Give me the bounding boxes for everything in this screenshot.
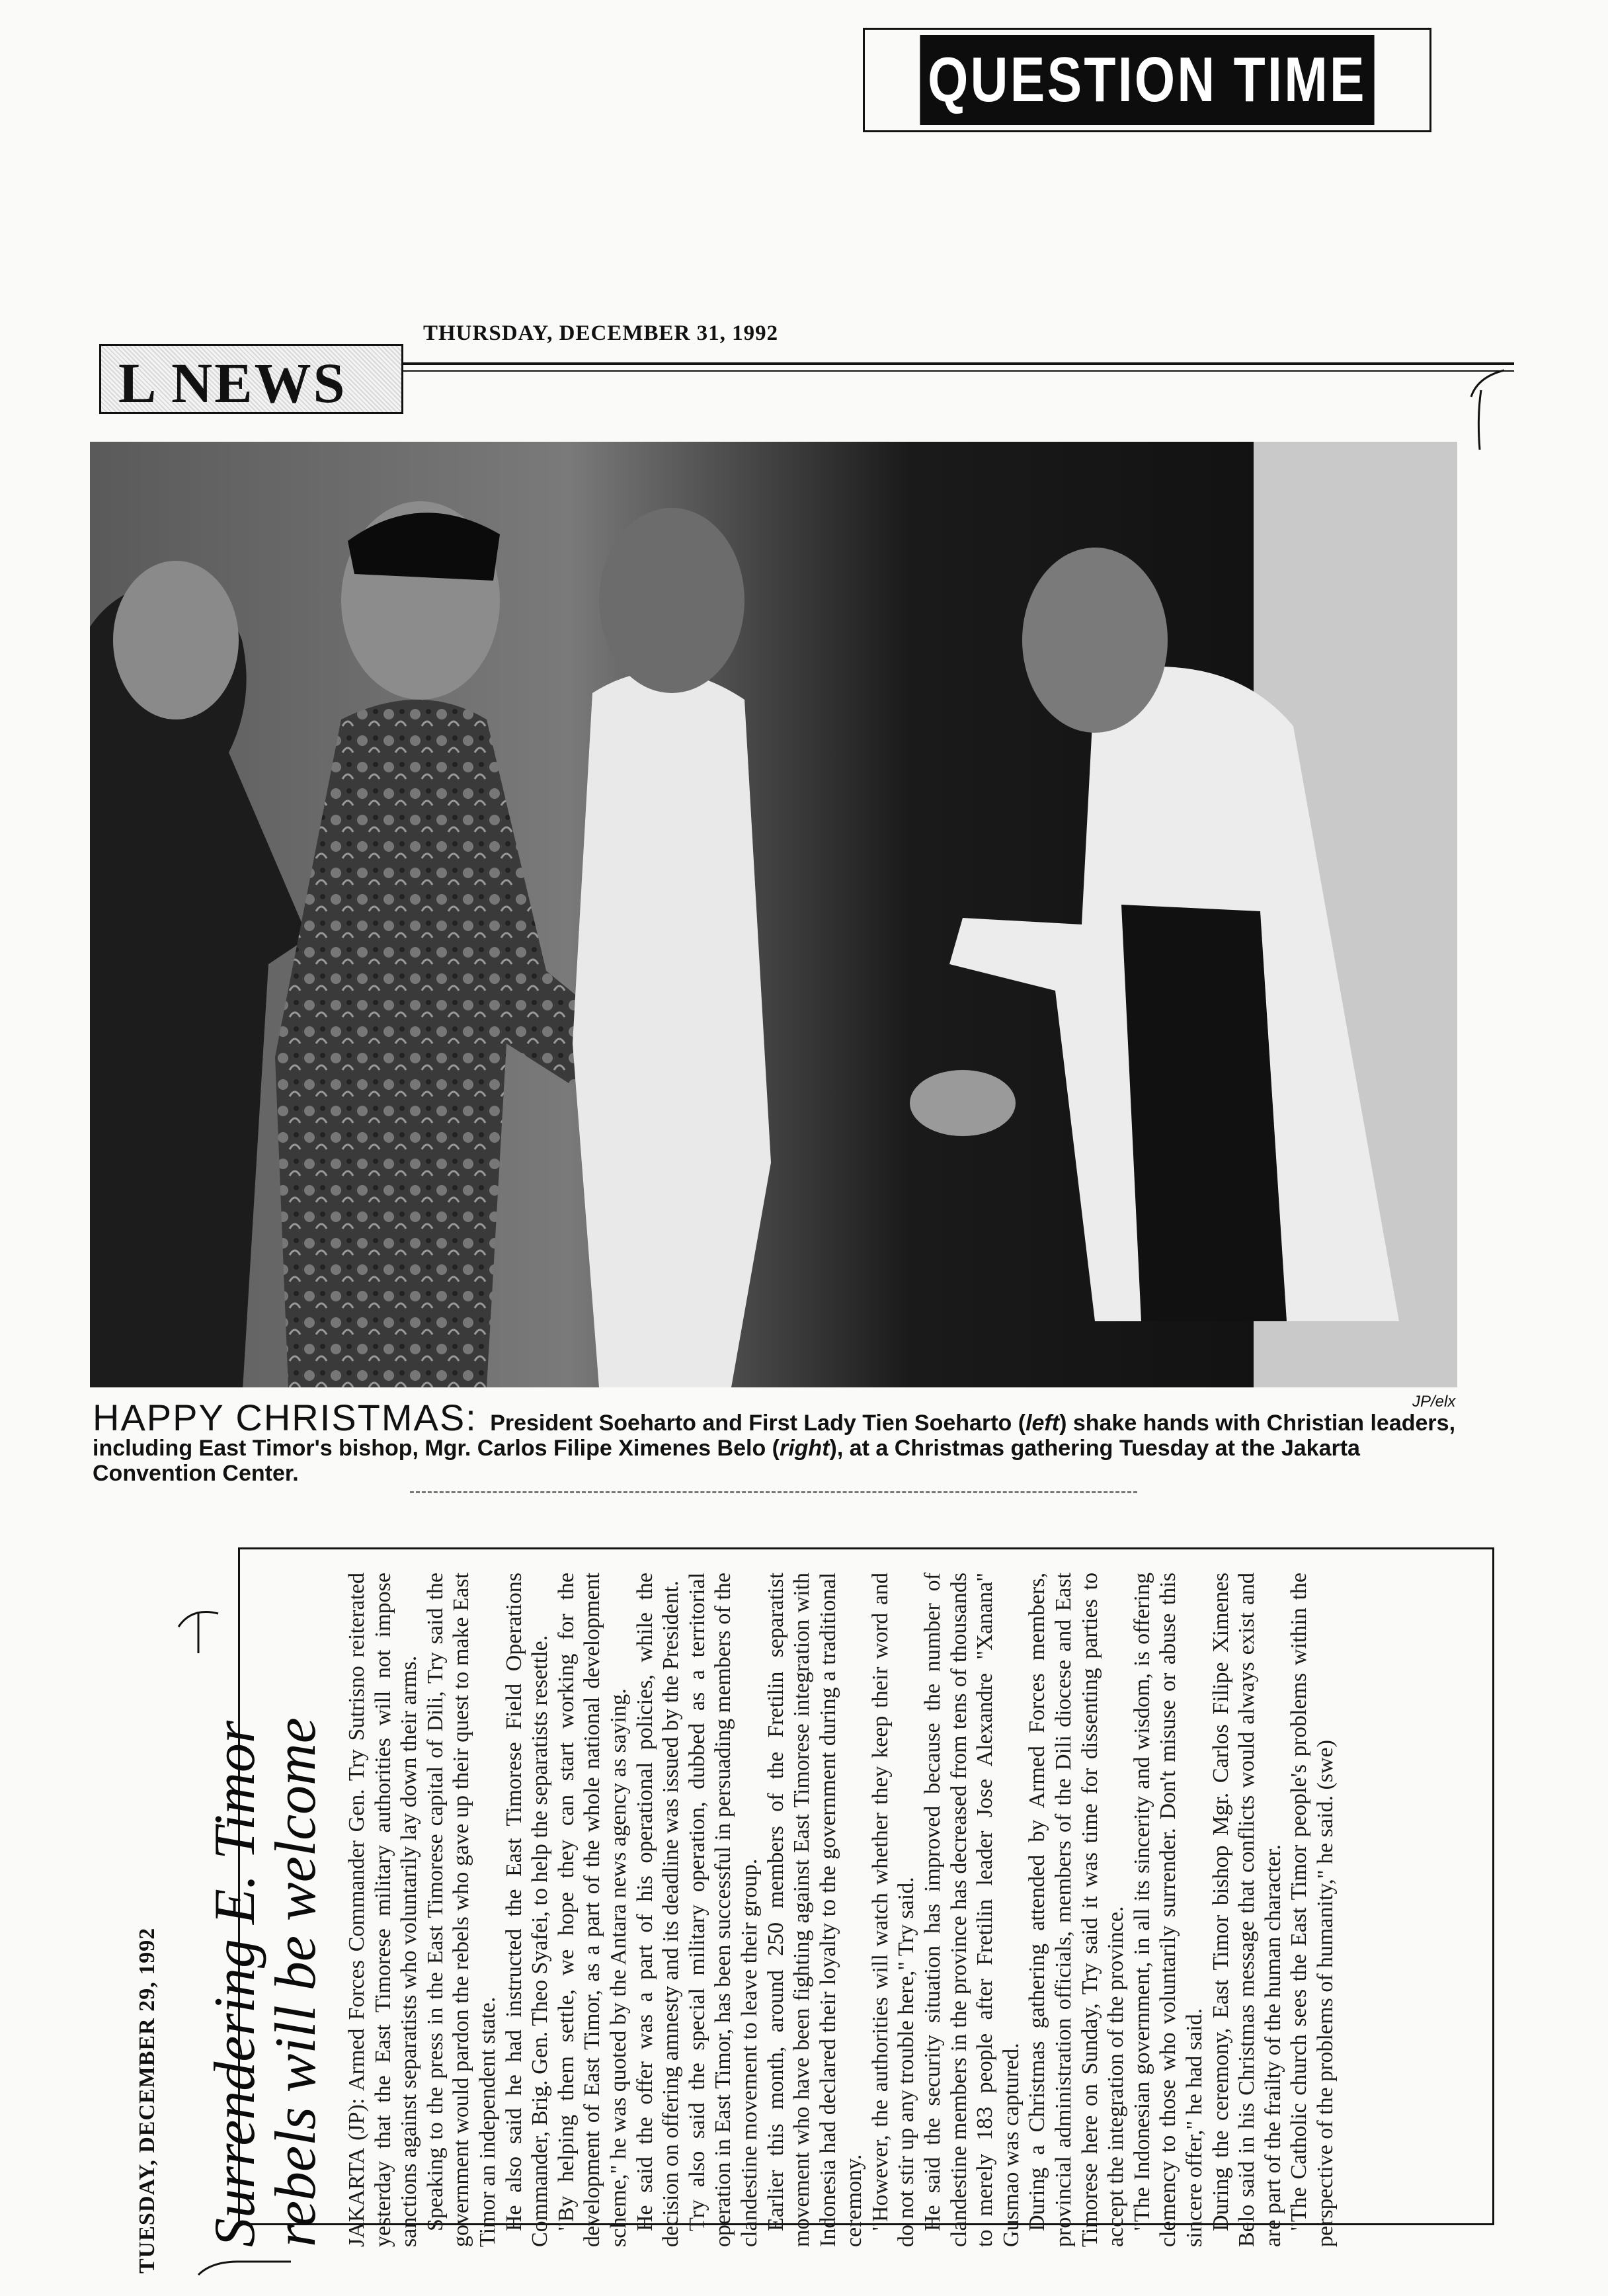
article-paragraph: He also said he had instructed the East Timorese Field Operations Commander, Brig. Gen. Theo Syafei, to help the separatists resettle.: [501, 1573, 553, 2247]
article-paragraph: During a Christmas gathering attended by Armed Forces members, provincial administration officials, members of the Dili diocese and East Timorese here on Sunday, Try said it was time for dissenting parties to accept the integration of the province.: [1025, 1573, 1129, 2247]
section-label: L NEWS: [118, 351, 347, 414]
title-line: rebels will be welcome: [264, 1717, 328, 2247]
article-paragraph: JAKARTA (JP): Armed Forces Commander Gen. Try Sutrisno reiterated yesterday that the East Timorese military authorities will not impose sanctions against separatists who voluntarily lay down their arms.: [344, 1573, 422, 2247]
article-paragraph: "The Catholic church sees the East Timor people's problems within the perspective of the problems of humanity," he said. (swe): [1287, 1573, 1338, 2247]
article-paragraph: Try also said the special military operation, dubbed as a territorial operation in East Timor, has been successful in persuading members of the clandestine movement to leave their group.: [684, 1573, 762, 2247]
caption-right: right: [779, 1436, 830, 1461]
title-line: Surrendering E. Timor: [203, 1720, 267, 2247]
caption-headline: HAPPY CHRISTMAS:: [93, 1397, 477, 1438]
caption-text-part: President Soeharto and First Lady Tien Soeharto (: [490, 1411, 1026, 1436]
article-paragraph: He said the offer was a part of his operational policies, while the decision on offering amnesty and its deadline was issued by the President.: [632, 1573, 684, 2247]
article-date: TUESDAY, DECEMBER 29, 1992: [135, 1927, 159, 2274]
issue-date: THURSDAY, DECEMBER 31, 1992: [423, 321, 779, 345]
caption-left: left: [1025, 1411, 1060, 1436]
pen-mark: [179, 1612, 218, 1654]
article-paragraph: "The Indonesian government, in all its sincerity and wisdom, is offering clemency to those who voluntarily surrender. Don't misuse or abuse this sincere offer," he had said.: [1129, 1573, 1207, 2247]
pen-mark: [198, 2262, 291, 2275]
article-paragraph: He said the security situation has improved because the number of clandestine members in the province has decreased from tens of thousands to merely 183 people after Fretilin leader Jose Alexandre "Xanana" Gusmao was captured.: [920, 1573, 1024, 2247]
banner-label: QUESTION TIME: [920, 35, 1374, 125]
caption-text-part: ) shake hands with Christian leaders, including East Timor's bishop, Mgr. Carlos Filipe Ximenes Belo (: [93, 1411, 1456, 1461]
pen-mark: [1471, 370, 1504, 450]
article-paragraph: Speaking to the press in the East Timorese capital of Dili, Try said the government would pardon the rebels who gave up their quest to make East Timor an independent state.: [422, 1573, 500, 2247]
article-paragraph: Earlier this month, around 250 members of the Fretilin separatist movement who have been fighting against East Timorese integration with Indonesia had declared their loyalty to the government during a traditional ceremony.: [763, 1573, 867, 2247]
article-paragraph: "However, the authorities will watch whether they keep their word and do not stir up any trouble here," Try said.: [867, 1573, 919, 2247]
caption-text-part: ), at a Christmas gathering Tuesday at the Jakarta Convention Center.: [93, 1436, 1360, 1486]
article-paragraph: During the ceremony, East Timor bishop Mgr. Carlos Filipe Ximenes Belo said in his Christmas message that conflicts would always exist and are part of the frailty of the human character.: [1208, 1573, 1285, 2247]
article-paragraph: "By helping them settle, we hope they can start working for the development of East Timor, as a part of the whole national development scheme," he was quoted by the Antara news agency as saying.: [553, 1573, 631, 2247]
photo-credit: JP/elx: [1412, 1393, 1456, 1411]
